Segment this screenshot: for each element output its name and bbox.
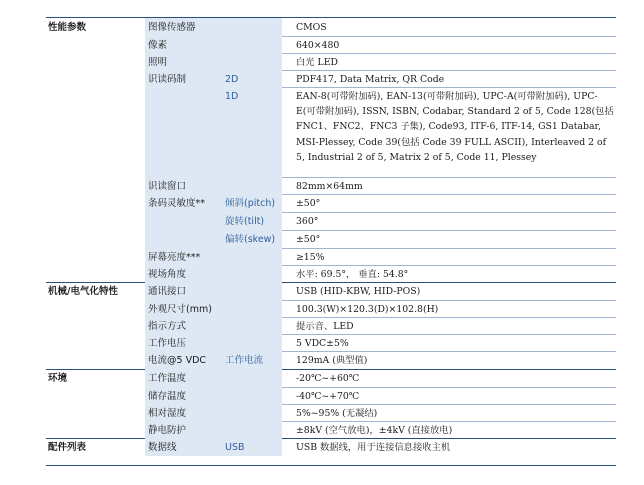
- spec-value: ≥15%: [296, 252, 325, 263]
- spec-row: [46, 18, 616, 36]
- spec-value: USB 数据线，用于连接信息接收主机: [296, 442, 451, 453]
- param-cell: [145, 387, 282, 404]
- param-label: 指示方式: [148, 321, 187, 332]
- spec-row: [46, 369, 616, 387]
- spec-row: [46, 212, 616, 230]
- param-cell: [145, 53, 282, 70]
- param-label: 识读窗口: [148, 181, 187, 192]
- spec-row: [46, 70, 616, 87]
- param-label: 条码灵敏度**: [148, 198, 206, 209]
- spec-row: [46, 177, 616, 194]
- spec-row: [46, 194, 616, 212]
- param-cell: [145, 404, 282, 421]
- param-cell: [145, 36, 282, 53]
- spec-value: -40℃~+70℃: [296, 391, 360, 402]
- spec-value: CMOS: [296, 22, 327, 33]
- spec-row: [46, 421, 616, 438]
- param-label: 数据线: [148, 442, 177, 453]
- category-label: 环境: [48, 373, 68, 384]
- category-label: 机械/电气化特性: [48, 286, 118, 297]
- param-cell: [145, 248, 282, 265]
- spec-row: [46, 387, 616, 404]
- category-label: 性能参数: [48, 22, 87, 33]
- spec-value: 360°: [296, 216, 319, 227]
- param-label: 储存温度: [148, 391, 187, 402]
- param-cell: [145, 334, 282, 351]
- spec-row: [46, 248, 616, 265]
- sub-param-label: 旋转(tilt): [225, 216, 265, 227]
- sub-param-label: 倾斜(pitch): [225, 198, 276, 209]
- spec-row: [46, 53, 616, 70]
- spec-value: 640×480: [296, 40, 340, 51]
- spec-value: 129mA (典型值): [296, 355, 368, 366]
- spec-value: 水平: 69.5°， 垂直: 54.8°: [296, 269, 409, 280]
- param-cell: [145, 18, 282, 36]
- spec-value: 5 VDC±5%: [296, 338, 349, 349]
- param-label: 屏幕亮度***: [148, 252, 201, 263]
- spec-row: [46, 230, 616, 248]
- spec-row: [46, 317, 616, 334]
- param-cell: [145, 177, 282, 194]
- spec-value: 100.3(W)×120.3(D)×102.8(H): [296, 304, 439, 315]
- param-label: 像素: [148, 40, 168, 51]
- sub-param-label: 2D: [225, 74, 239, 85]
- spec-row: [46, 300, 616, 317]
- spec-row: [46, 334, 616, 351]
- spec-value: -20℃~+60℃: [296, 373, 360, 384]
- spec-row: [46, 265, 616, 282]
- table-bottom-rule: [46, 465, 616, 466]
- spec-value: PDF417, Data Matrix, QR Code: [296, 74, 445, 85]
- param-cell: [145, 421, 282, 438]
- param-cell: [145, 265, 282, 282]
- param-cell: [145, 369, 282, 387]
- spec-value: ±8kV (空气放电)，±4kV (直接放电): [296, 425, 453, 436]
- sub-param-label: USB: [225, 442, 245, 453]
- spec-row: [46, 438, 616, 456]
- param-label: 电流@5 VDC: [148, 355, 207, 366]
- param-label: 相对湿度: [148, 408, 187, 419]
- param-label: 图像传感器: [148, 22, 196, 33]
- sub-param-label: 1D: [225, 91, 239, 102]
- param-label: 识读码制: [148, 74, 187, 85]
- param-cell: [145, 70, 282, 87]
- spec-row: [46, 282, 616, 300]
- spec-value: 5%~95% (无凝结): [296, 408, 378, 419]
- spec-value: 白光 LED: [296, 57, 338, 68]
- sub-param-label: 偏转(skew): [225, 234, 276, 245]
- param-cell: [145, 282, 282, 300]
- param-cell: [145, 87, 282, 177]
- spec-value: ±50°: [296, 198, 321, 209]
- spec-value: 提示音、LED: [296, 321, 354, 332]
- param-label: 工作电压: [148, 338, 187, 349]
- spec-row: [46, 351, 616, 369]
- spec-value: 82mm×64mm: [296, 181, 363, 192]
- param-label: 视场角度: [148, 269, 187, 280]
- sub-param-label: 工作电流: [225, 355, 264, 366]
- spec-value: ±50°: [296, 234, 321, 245]
- spec-row: [46, 36, 616, 53]
- param-cell: [145, 300, 282, 317]
- param-label: 外观尺寸(mm): [148, 304, 212, 315]
- spec-row: [46, 87, 616, 177]
- spec-value: EAN-8(可带附加码), EAN-13(可带附加码), UPC-A(可带附加码), UPC-E(可带附加码), ISSN, ISBN, Codabar, Standard 2 of 5, Code 128(包括 FNC1、FNC2、FNC3 子集), Code93, ITF-6, ITF-14, GS1 Databar, MSI-Plessey, Code 39(包括 Code 39 FULL ASCII), Interleaved 2 of 5, Industrial 2 of 5, Matrix 2 of 5, Code 11, Plessey: [296, 91, 614, 163]
- category-label: 配件列表: [48, 442, 87, 453]
- spec-value: USB (HID-KBW, HID-POS): [296, 286, 421, 297]
- param-label: [148, 87, 282, 89]
- param-cell: [145, 438, 282, 456]
- param-cell: [145, 317, 282, 334]
- param-label: 通讯接口: [148, 286, 187, 297]
- param-label: 工作温度: [148, 373, 187, 384]
- param-label: 照明: [148, 57, 168, 68]
- param-label: 静电防护: [148, 425, 187, 436]
- spec-row: [46, 404, 616, 421]
